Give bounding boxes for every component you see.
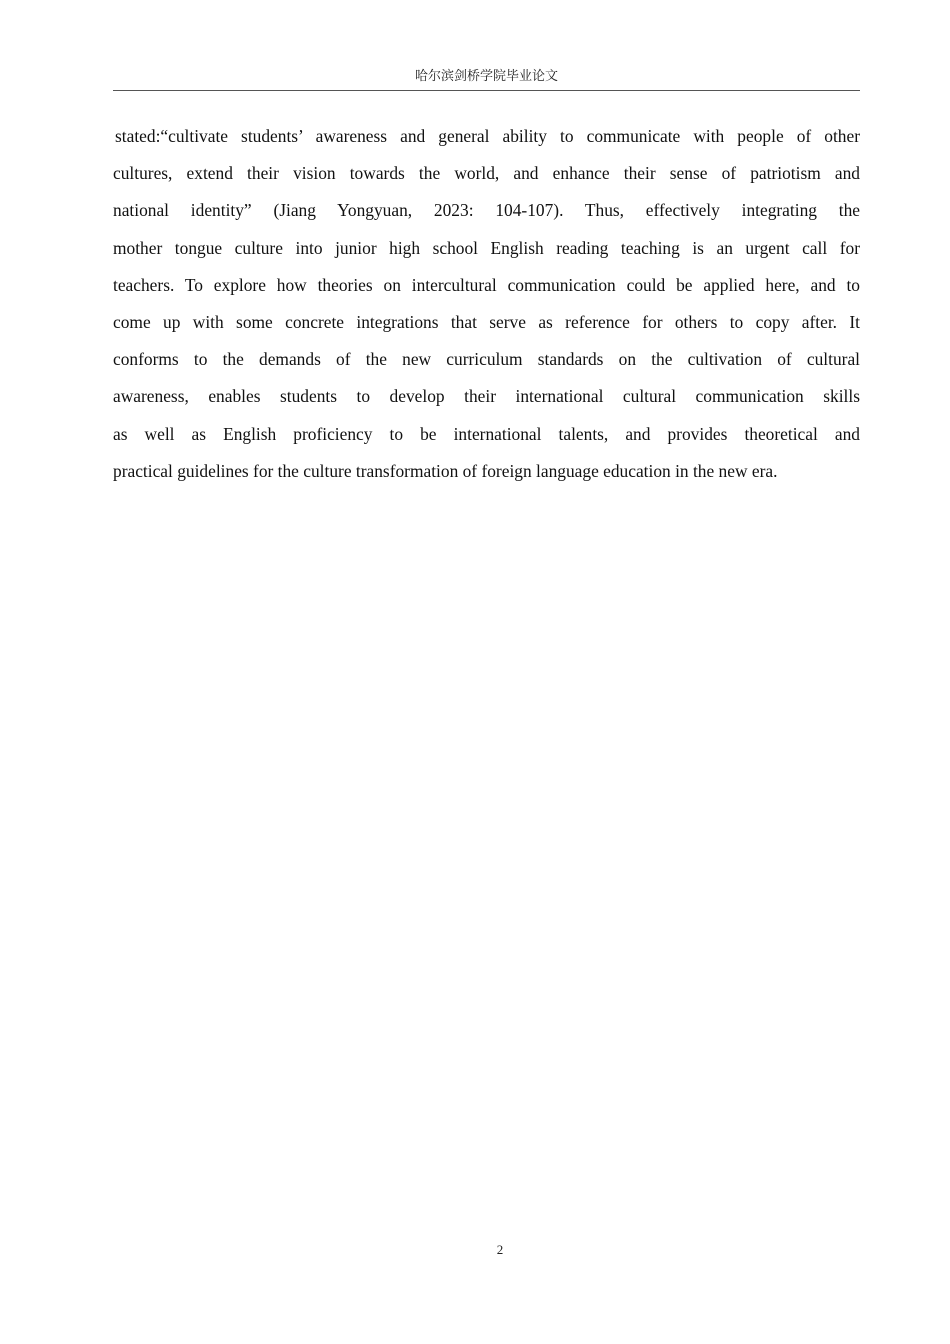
- text-line: as well as English proficiency to be international talents, and provides theoretical and: [113, 423, 860, 444]
- text-line: cultures, extend their vision towards the world, and enhance their sense of patriotism and: [113, 163, 860, 184]
- text-line: stated:“cultivate students’ awareness and general ability to communicate with people of other: [115, 126, 860, 146]
- text-line: conforms to the demands of the new curriculum standards on the cultivation of cultural: [113, 349, 860, 370]
- text-line: awareness, enables students to develop their international cultural communication skills: [113, 386, 860, 407]
- text-line: national identity” (Jiang Yongyuan, 2023: 104-107). Thus, effectively integrating the: [113, 200, 860, 221]
- text-line: practical guidelines for the culture transformation of foreign language education in the new era.: [113, 460, 778, 481]
- body-paragraph: [113, 118, 860, 490]
- text-line: come up with some concrete integrations that serve as reference for others to copy after. It: [113, 312, 860, 333]
- text-line: teachers. To explore how theories on intercultural communication could be applied here, and to: [113, 274, 860, 295]
- page-number: 2: [496, 1242, 504, 1257]
- running-header: 哈尔滨剑桥学院毕业论文: [113, 66, 860, 91]
- text-line: mother tongue culture into junior high school English reading teaching is an urgent call for: [113, 237, 860, 258]
